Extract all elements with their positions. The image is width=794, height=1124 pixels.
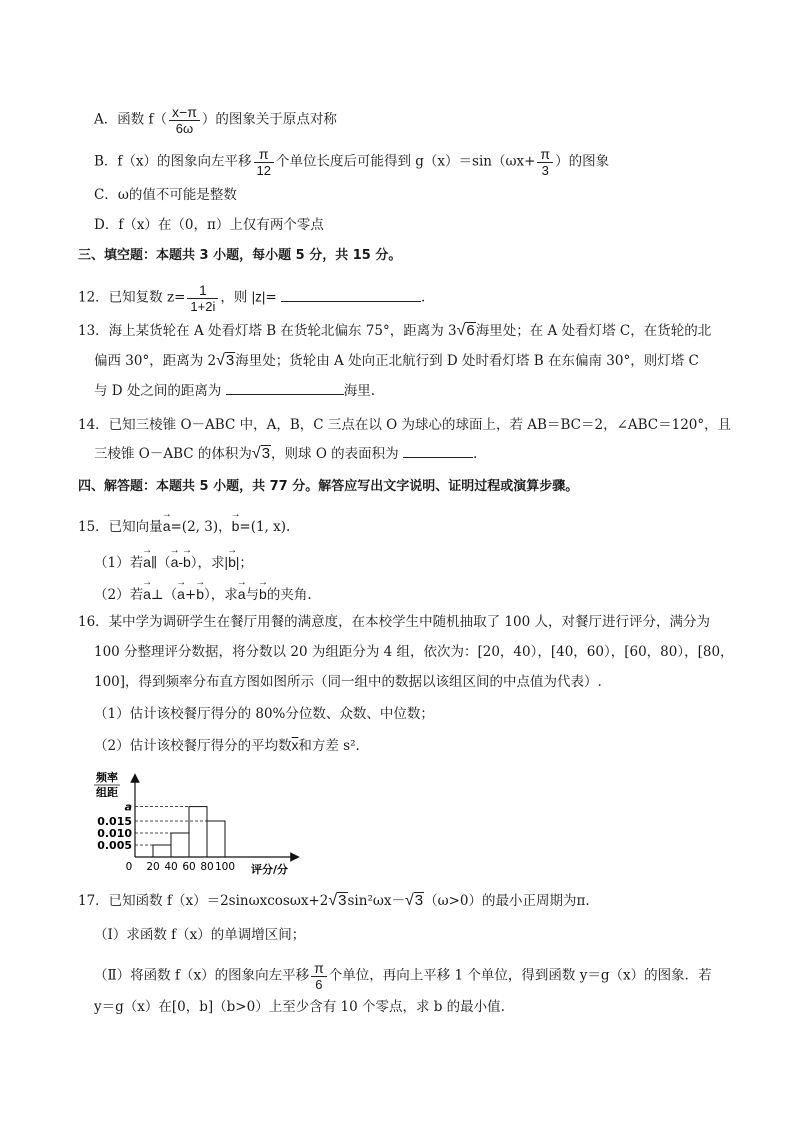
option-a-prefix: A．函数 f（ [94,111,168,128]
section-4-heading: 四、解答题：本题共 5 小题，共 77 分。解答应写出文字说明、证明过程或演算步骤。 [78,479,579,494]
q15-end: 的夹角. [266,587,312,603]
question-17-part-2 [94,960,712,992]
vector-b: → b [259,578,267,605]
q15-end: ； [239,555,253,571]
question-15-part-1 [94,546,253,574]
histogram-bar [153,845,171,857]
question-13-line-2 [94,350,699,372]
question-13-line-1 [78,320,711,342]
option-d: D．f（x）在（0，π）上仅有两个零点 [94,217,324,233]
radicand: 3 [225,352,235,369]
question-14-line-1: 14．已知三棱锥 O－ABC 中，A，B，C 三点在以 O 为球心的球面上，若 AB＝BC＝2，∠ABC＝120°，且 [78,417,732,433]
vector-a: → a [143,546,151,573]
sqrt-icon: √ [456,322,466,339]
question-15-part-2 [94,578,312,606]
question-13-line-3 [94,380,375,402]
option-a-fraction [169,104,200,136]
answer-blank[interactable] [403,443,473,458]
question-17-part-1: （Ⅰ）求函数 f（x）的单调增区间； [94,927,306,943]
question-14-line-2 [94,443,477,465]
q13-text: 海里处；货轮由 A 处向正北航行到 D 处时看灯塔 B 在东偏南 30°，则灯塔 C [235,353,699,369]
vector-b-value: =(1, x). [239,519,291,535]
question-16-part-1: （1）估计该校餐厅得分的 80%分位数、众数、中位数； [94,706,434,722]
fraction-denominator: 3 [537,162,553,178]
q15-operator: - [178,555,183,571]
fraction-numerator: π [258,146,269,162]
x-tick-label: 80 [200,861,214,873]
vector-a: → a [171,546,179,573]
answer-blank[interactable] [281,287,421,302]
q15-separator: ， [218,519,232,535]
q17-text: 个单位，再向上平移 1 个单位，得到函数 y＝g（x）的图象．若 [328,967,712,984]
radicand: 3 [338,892,347,909]
x-tick-label: 100 [214,861,236,873]
y-axis-label-bottom: 组距 [96,786,118,799]
option-b-fraction-2 [537,146,553,178]
x-tick-label: 60 [182,861,196,873]
q13-text: 与 D 处之间的距离为 [94,383,222,399]
fraction-denominator: 6 [311,976,327,992]
sqrt-icon: √ [328,892,338,909]
fraction-denominator: 6ω [169,120,200,136]
question-16-line-1: 16．某中学为调研学生在餐厅用餐的满意度，在本校学生中随机抽取了 100 人，对餐厅进行评分，满分为 [78,614,711,630]
q12-equals: = [265,289,277,306]
section-3-heading: 三、填空题：本题共 3 小题，每小题 5 分，共 15 分。 [78,248,402,263]
sqrt-icon: √ [216,352,225,369]
q15-text: ），求 [190,555,225,571]
q16-text: 和方差 s². [298,738,360,754]
x-tick-label: 20 [146,861,160,873]
fraction-numerator: π [314,960,324,976]
q13-text: 偏西 30°，距离为 2 [94,353,217,369]
histogram-bar [171,833,189,857]
option-b-fraction-1 [254,146,274,178]
q12-fraction [187,282,218,314]
x-axis-label: 评分/分 [251,863,289,876]
question-16-line-2: 100 分整理评分数据，将分数以 20 为组距分为 4 组，依次为：[20，40），[40，60），[60，80），[80， [94,644,734,660]
frequency-histogram [90,770,320,880]
q12-prefix: 12．已知复数 z= [78,289,186,306]
q13-text: 海里处；在 A 处看灯塔 C，在货轮的北 [475,323,712,339]
question-17-part-3: y＝g（x）在[0，b]（b>0）上至少含有 10 个零点，求 b 的最小值. [94,999,505,1015]
q14-text: ，则球 O 的表面积为 [271,446,399,462]
q15-operator: + [184,587,197,603]
q12-modulus: |z| [251,289,266,305]
fraction-denominator: 12 [254,162,274,178]
fraction-denominator: 1+2i [187,298,218,314]
option-a [94,104,337,136]
y-tick-label: a [124,800,132,814]
vector-a: → a [177,578,185,605]
y-tick-label: 0.015 [97,815,132,828]
q16-text: （2）估计该校餐厅得分的平均数 [94,738,292,754]
q13-text: 13．海上某货轮在 A 处看灯塔 B 在货轮北偏东 75°，距离为 3 [78,323,457,339]
fraction-numerator: 1 [198,282,207,298]
q15-text: （2）若 [94,587,144,603]
q17-text: （ω>0）的最小正周期为π. [424,893,590,909]
q15-relation: ⊥（ [150,587,178,603]
question-16-line-3: 100]，得到频率分布直方图如图所示（同一组中的数据以该组区间的中点值为代表）. [94,674,602,690]
q17-fraction [311,960,327,992]
vector-a-value: =(2, 3) [170,519,219,535]
abs-bar-icon: | [235,555,240,570]
q15-text: 15．已知向量 [78,519,163,535]
mean-symbol: $\overline{x}$ [291,738,299,753]
option-b-prefix: B．f（x）的图象向左平移 [94,153,252,170]
x-tick-label: 0 [125,861,133,873]
answer-blank[interactable] [226,380,344,395]
sqrt-icon: √ [251,445,261,462]
y-tick-label: 0.010 [97,827,132,840]
q15-text: 与 [245,587,260,603]
option-b-suffix: ）的图象 [555,153,610,170]
q12-end: . [421,289,426,306]
vector-a: → a [238,578,246,605]
q14-end: . [472,446,478,462]
vector-b: → b [232,510,240,537]
fraction-numerator: π [540,146,551,162]
q17-text: 17．已知函数 f（x）＝2sinωxcosωx+2 [78,893,329,909]
radicand: 3 [261,445,271,462]
histogram-bar [207,821,225,857]
abs-bar-icon: | [224,555,229,570]
sqrt-icon: √ [404,892,414,909]
q15-text: （1）若 [94,555,144,571]
radicand: 6 [466,322,475,339]
vector-b: → b [183,546,191,573]
fraction-numerator: x−π [172,104,197,120]
option-b-middle: 个单位长度后可能得到 g（x）＝sin（ωx+ [276,153,536,170]
q17-text: （Ⅱ）将函数 f（x）的图象向左平移 [94,967,310,984]
question-17 [78,890,590,912]
vector-b: → b [196,578,204,605]
radicand: 3 [414,892,424,909]
option-b [94,146,609,178]
question-15 [78,510,290,538]
y-tick-label: 0.005 [97,839,132,852]
q12-middle: ，则 [220,289,248,306]
q15-relation: ∥（ [150,555,171,571]
q17-text: sin²ωx－ [347,893,405,909]
vector-a: → a [143,578,151,605]
q15-text: ），求 [204,587,238,603]
vector-b: → b [228,546,236,573]
x-tick-label: 40 [164,861,178,873]
histogram-bar [189,807,207,857]
option-a-suffix: ）的图象关于原点对称 [201,111,337,128]
question-16-part-2 [94,735,360,757]
question-12 [78,282,425,314]
q13-text: 海里. [343,383,375,399]
y-axis-label-top: 频率 [96,771,118,784]
vector-a: → a [163,510,171,537]
q14-text: 三棱锥 O－ABC 的体积为 [94,446,252,462]
option-c: C．ω的值不可能是整数 [94,187,237,203]
